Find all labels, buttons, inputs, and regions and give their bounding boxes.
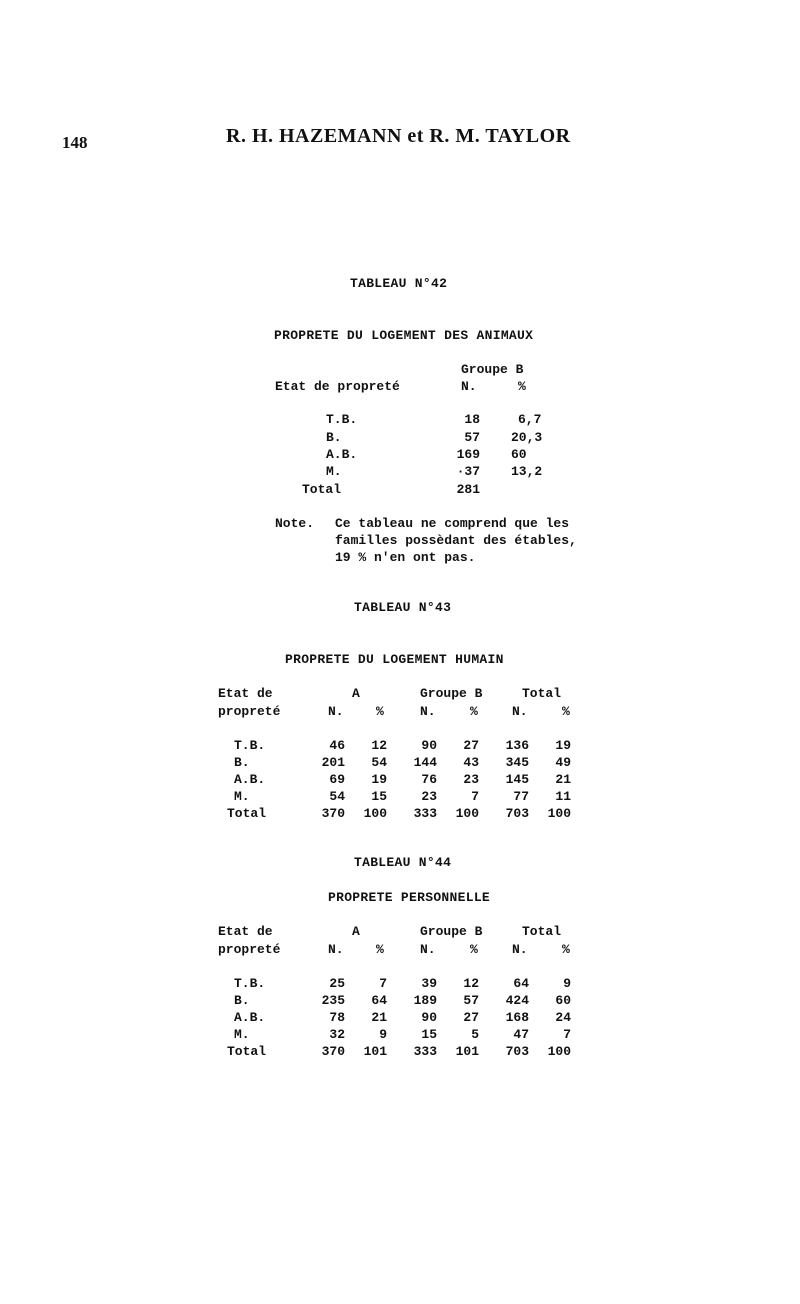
cell-b-n: 333 bbox=[413, 1044, 437, 1059]
col-n-header: N. bbox=[512, 942, 528, 957]
row-label: T.B. bbox=[326, 412, 358, 427]
cell-n: 18 bbox=[464, 412, 480, 427]
cell-b-pct: 43 bbox=[463, 755, 479, 770]
cell-a-pct: 7 bbox=[379, 976, 387, 991]
cell-a-n: 46 bbox=[329, 738, 345, 753]
cell-b-n: 15 bbox=[421, 1027, 437, 1042]
table-43-group-a: A bbox=[352, 686, 360, 701]
cell-a-n: 235 bbox=[321, 993, 345, 1008]
cell-total-pct: 9 bbox=[563, 976, 571, 991]
cell-pct: 13,2 bbox=[511, 464, 543, 479]
cell-total-n: 703 bbox=[505, 1044, 529, 1059]
note-line: Ce tableau ne comprend que les bbox=[335, 516, 570, 531]
col-n-header: N. bbox=[328, 942, 344, 957]
table-44-label: TABLEAU N°44 bbox=[354, 855, 452, 870]
table-42-group-header: Groupe B bbox=[461, 362, 524, 377]
table-43-state-header-2: propreté bbox=[218, 704, 281, 719]
note-line: 19 % n'en ont pas. bbox=[335, 550, 476, 565]
cell-n: 57 bbox=[464, 430, 480, 445]
cell-total-n: 168 bbox=[505, 1010, 529, 1025]
cell-b-n: 23 bbox=[421, 789, 437, 804]
cell-total-pct: 24 bbox=[555, 1010, 571, 1025]
cell-a-pct: 15 bbox=[371, 789, 387, 804]
table-42-state-header: Etat de propreté bbox=[275, 379, 400, 394]
table-42-label: TABLEAU N°42 bbox=[350, 276, 448, 291]
table-42-pct-header: % bbox=[518, 379, 526, 394]
col-n-header: N. bbox=[512, 704, 528, 719]
cell-a-n: 201 bbox=[321, 755, 345, 770]
cell-a-pct: 54 bbox=[371, 755, 387, 770]
col-pct-header: % bbox=[562, 942, 570, 957]
row-label: T.B. bbox=[234, 976, 266, 991]
cell-a-pct: 64 bbox=[371, 993, 387, 1008]
cell-a-pct: 100 bbox=[363, 806, 387, 821]
cell-a-pct: 19 bbox=[371, 772, 387, 787]
cell-b-n: 39 bbox=[421, 976, 437, 991]
row-label: M. bbox=[234, 789, 250, 804]
cell-a-n: 370 bbox=[321, 1044, 345, 1059]
cell-a-pct: 21 bbox=[371, 1010, 387, 1025]
table-43-group-b: Groupe B bbox=[420, 686, 483, 701]
cell-total-pct: 100 bbox=[547, 806, 571, 821]
table-44-title: PROPRETE PERSONNELLE bbox=[328, 890, 491, 905]
cell-a-pct: 9 bbox=[379, 1027, 387, 1042]
row-label: B. bbox=[326, 430, 342, 445]
row-label: A.B. bbox=[234, 772, 266, 787]
cell-b-pct: 23 bbox=[463, 772, 479, 787]
table-43-group-total: Total bbox=[522, 686, 562, 701]
row-label: M. bbox=[326, 464, 342, 479]
table-42-n-header: N. bbox=[461, 379, 477, 394]
table-42-title: PROPRETE DU LOGEMENT DES ANIMAUX bbox=[274, 328, 534, 343]
row-label: Total bbox=[302, 482, 342, 497]
cell-total-pct: 100 bbox=[547, 1044, 571, 1059]
cell-a-pct: 12 bbox=[371, 738, 387, 753]
cell-total-n: 64 bbox=[513, 976, 529, 991]
col-pct-header: % bbox=[470, 942, 478, 957]
note-label: Note. bbox=[275, 516, 315, 531]
row-label: Total bbox=[227, 806, 267, 821]
row-label: A.B. bbox=[234, 1010, 266, 1025]
cell-a-n: 78 bbox=[329, 1010, 345, 1025]
row-label: Total bbox=[227, 1044, 267, 1059]
cell-total-pct: 49 bbox=[555, 755, 571, 770]
cell-n: 169 bbox=[456, 447, 480, 462]
cell-a-pct: 101 bbox=[363, 1044, 387, 1059]
cell-b-pct: 57 bbox=[463, 993, 479, 1008]
page-header bbox=[0, 125, 800, 155]
note-line: familles possèdant des étables, bbox=[335, 533, 577, 548]
col-n-header: N. bbox=[328, 704, 344, 719]
cell-b-n: 333 bbox=[413, 806, 437, 821]
cell-total-pct: 21 bbox=[555, 772, 571, 787]
cell-a-n: 25 bbox=[329, 976, 345, 991]
cell-b-n: 76 bbox=[421, 772, 437, 787]
page-number: 148 bbox=[62, 133, 88, 152]
row-label: B. bbox=[234, 755, 250, 770]
cell-b-pct: 27 bbox=[463, 1010, 479, 1025]
table-44-group-b: Groupe B bbox=[420, 924, 483, 939]
col-pct-header: % bbox=[470, 704, 478, 719]
row-label: B. bbox=[234, 993, 250, 1008]
cell-b-pct: 5 bbox=[471, 1027, 479, 1042]
cell-n: 281 bbox=[456, 482, 480, 497]
table-44-group-total: Total bbox=[522, 924, 562, 939]
cell-b-n: 144 bbox=[413, 755, 437, 770]
cell-total-n: 47 bbox=[513, 1027, 529, 1042]
cell-total-pct: 7 bbox=[563, 1027, 571, 1042]
cell-total-n: 136 bbox=[505, 738, 529, 753]
cell-total-pct: 19 bbox=[555, 738, 571, 753]
cell-total-n: 703 bbox=[505, 806, 529, 821]
cell-a-n: 370 bbox=[321, 806, 345, 821]
table-43-state-header: Etat de bbox=[218, 686, 273, 701]
cell-pct: 6,7 bbox=[518, 412, 542, 427]
col-pct-header: % bbox=[376, 942, 384, 957]
cell-total-pct: 11 bbox=[555, 789, 571, 804]
row-label: A.B. bbox=[326, 447, 358, 462]
cell-pct: 60 bbox=[511, 447, 527, 462]
col-n-header: N. bbox=[420, 942, 436, 957]
table-44-state-header: Etat de bbox=[218, 924, 273, 939]
row-label: T.B. bbox=[234, 738, 266, 753]
cell-b-pct: 27 bbox=[463, 738, 479, 753]
table-44-state-header-2: propreté bbox=[218, 942, 281, 957]
col-pct-header: % bbox=[562, 704, 570, 719]
running-head: R. H. HAZEMANN et R. M. TAYLOR bbox=[226, 125, 571, 147]
row-label: M. bbox=[234, 1027, 250, 1042]
cell-total-pct: 60 bbox=[555, 993, 571, 1008]
col-pct-header: % bbox=[376, 704, 384, 719]
cell-b-n: 90 bbox=[421, 738, 437, 753]
cell-b-pct: 7 bbox=[471, 789, 479, 804]
table-43-title: PROPRETE DU LOGEMENT HUMAIN bbox=[285, 652, 504, 667]
cell-b-pct: 100 bbox=[455, 806, 479, 821]
cell-total-n: 145 bbox=[505, 772, 529, 787]
cell-a-n: 54 bbox=[329, 789, 345, 804]
cell-b-n: 90 bbox=[421, 1010, 437, 1025]
cell-b-pct: 12 bbox=[463, 976, 479, 991]
cell-total-n: 424 bbox=[505, 993, 529, 1008]
cell-total-n: 77 bbox=[513, 789, 529, 804]
cell-b-n: 189 bbox=[413, 993, 437, 1008]
table-44-group-a: A bbox=[352, 924, 360, 939]
cell-a-n: 69 bbox=[329, 772, 345, 787]
cell-n: ·37 bbox=[456, 464, 480, 479]
cell-b-pct: 101 bbox=[455, 1044, 479, 1059]
table-43-label: TABLEAU N°43 bbox=[354, 600, 452, 615]
col-n-header: N. bbox=[420, 704, 436, 719]
cell-total-n: 345 bbox=[505, 755, 529, 770]
cell-a-n: 32 bbox=[329, 1027, 345, 1042]
cell-pct: 20,3 bbox=[511, 430, 543, 445]
